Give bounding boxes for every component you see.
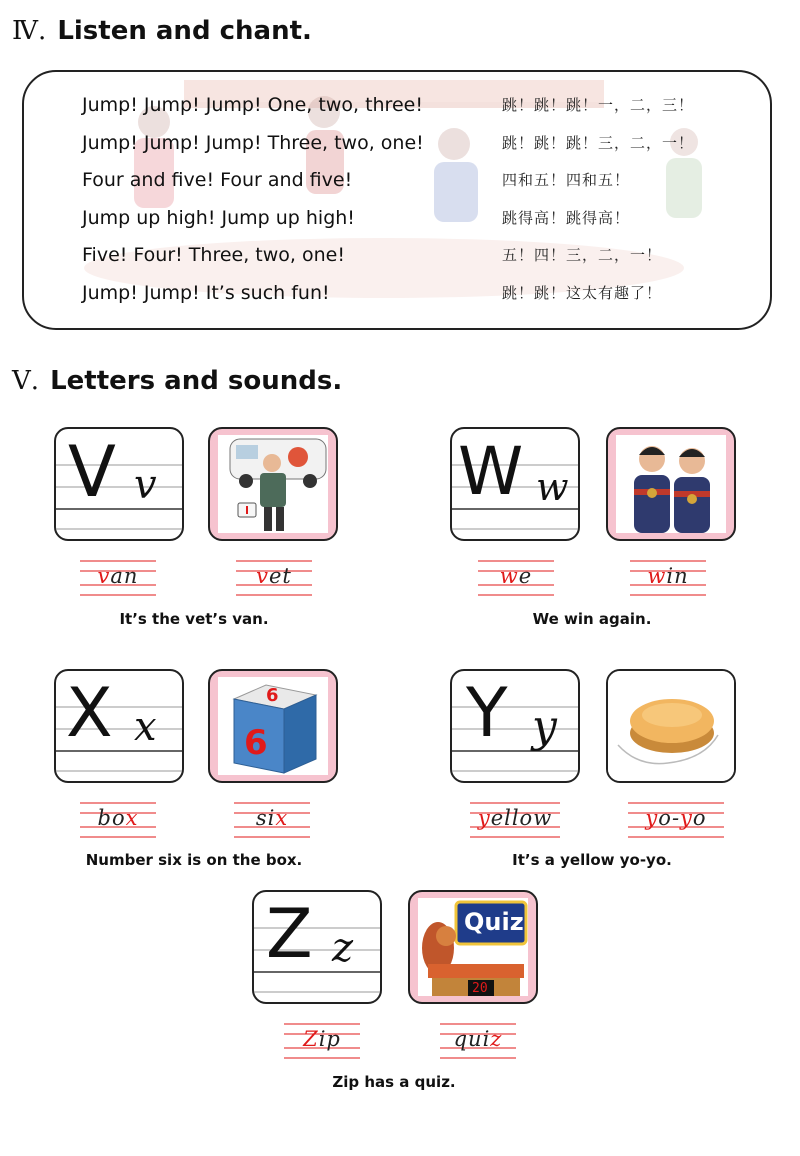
letter-card-v xyxy=(54,427,184,541)
box-number-top: 6 xyxy=(266,685,279,706)
sentence-v: It’s the vet’s van. xyxy=(119,610,269,628)
picture-card-vet xyxy=(208,427,338,541)
word-vet-red: v xyxy=(256,564,269,588)
chant-line-english: Jump! Jump! It’s such fun! xyxy=(82,282,330,304)
chant-line-5 xyxy=(24,240,770,270)
word-we-red: w xyxy=(499,564,519,588)
chant-line-chinese: 跳！跳！跳！三，二，一！ xyxy=(502,134,695,152)
chant-box xyxy=(22,70,772,330)
letter-w-upper: W xyxy=(458,433,524,510)
winners-picture xyxy=(608,429,734,539)
chant-line-english: Jump! Jump! Jump! One, two, three! xyxy=(82,94,423,116)
chant-line-6 xyxy=(24,278,770,308)
box-number-front: 6 xyxy=(244,723,268,763)
word-yellow xyxy=(470,797,553,843)
chant-line-english: Jump up high! Jump up high! xyxy=(82,207,355,229)
word-yoyo-red2: y xyxy=(680,806,693,830)
letter-x-lower: x xyxy=(134,704,157,750)
picture-card-box xyxy=(208,669,338,783)
letter-w-lower: w xyxy=(536,465,569,509)
letter-y-lower: y xyxy=(532,701,557,752)
chant-line-chinese: 四和五！四和五！ xyxy=(502,171,631,189)
word-we xyxy=(478,555,554,601)
word-zip-red: Z xyxy=(303,1027,319,1051)
section-5-heading: Letters and sounds. xyxy=(50,366,343,396)
word-box-pre: bo xyxy=(97,806,126,830)
vet-van-picture xyxy=(210,429,336,539)
sentence-w: We win again. xyxy=(532,610,652,628)
chant-line-chinese: 五！四！三，二，一！ xyxy=(502,246,663,264)
chant-line-2 xyxy=(24,128,770,158)
word-yoyo-red: y xyxy=(645,806,659,830)
chant-line-chinese: 跳！跳！这太有趣了！ xyxy=(502,284,663,302)
quiz-score-display: 20 xyxy=(472,981,488,996)
letter-card-z xyxy=(252,890,382,1004)
letter-y-upper: Y xyxy=(466,674,508,753)
picture-card-quiz xyxy=(408,890,538,1004)
sentence-x: Number six is on the box. xyxy=(85,851,303,869)
chant-line-english: Jump! Jump! Jump! Three, two, one! xyxy=(82,132,424,154)
letter-x-upper: X xyxy=(66,674,113,753)
sentence-z: Zip has a quiz. xyxy=(332,1073,456,1091)
chant-line-1 xyxy=(24,90,770,120)
section-4-numeral: Ⅳ. xyxy=(12,16,47,46)
section-5-numeral: Ⅴ. xyxy=(12,366,40,396)
sentence-y: It’s a yellow yo-yo. xyxy=(512,851,672,869)
word-yoyo-rest: o- xyxy=(658,806,681,830)
letter-card-x xyxy=(54,669,184,783)
letter-z-upper: Z xyxy=(266,895,313,974)
chant-line-3 xyxy=(24,165,770,195)
word-van-rest: an xyxy=(110,564,139,588)
word-van-red: v xyxy=(97,564,111,588)
section-5-title xyxy=(12,366,342,396)
letter-v-upper: V xyxy=(68,431,116,513)
word-win-rest: in xyxy=(666,564,689,588)
chant-line-chinese: 跳得高！跳得高！ xyxy=(502,209,631,227)
letter-v-lower: v xyxy=(134,462,157,508)
word-box-red: x xyxy=(125,806,139,830)
quiz-sign-text: Quiz xyxy=(464,908,524,936)
word-box xyxy=(80,797,156,843)
word-yellow-rest: ellow xyxy=(490,806,553,830)
word-six-pre: si xyxy=(255,806,276,830)
word-quiz xyxy=(440,1018,516,1064)
letter-card-y xyxy=(450,669,580,783)
word-win xyxy=(630,555,706,601)
word-six-red: x xyxy=(275,806,289,830)
word-quiz-red: z xyxy=(490,1027,503,1051)
chant-line-4 xyxy=(24,203,770,233)
chant-line-chinese: 跳！跳！跳！一，二，三！ xyxy=(502,96,695,114)
yoyo-picture xyxy=(608,671,734,781)
word-yoyo-rest2: o xyxy=(692,806,707,830)
letter-z-lower: z xyxy=(332,925,354,971)
word-vet xyxy=(236,555,312,601)
picture-card-win xyxy=(606,427,736,541)
letter-card-w xyxy=(450,427,580,541)
word-quiz-pre: qui xyxy=(453,1027,491,1051)
chant-line-english: Five! Four! Three, two, one! xyxy=(82,244,345,266)
word-van xyxy=(80,555,156,601)
chant-line-english: Four and five! Four and five! xyxy=(82,169,353,191)
word-we-rest: e xyxy=(518,564,533,588)
picture-card-yoyo xyxy=(606,669,736,783)
word-yoyo xyxy=(628,797,724,843)
word-six xyxy=(234,797,310,843)
word-zip xyxy=(284,1018,360,1064)
section-4-heading: Listen and chant. xyxy=(57,16,312,46)
word-win-red: w xyxy=(647,564,667,588)
word-yellow-red: y xyxy=(477,806,491,830)
word-vet-rest: et xyxy=(269,564,292,588)
word-zip-rest: ip xyxy=(318,1027,341,1051)
section-4-title xyxy=(12,16,312,46)
